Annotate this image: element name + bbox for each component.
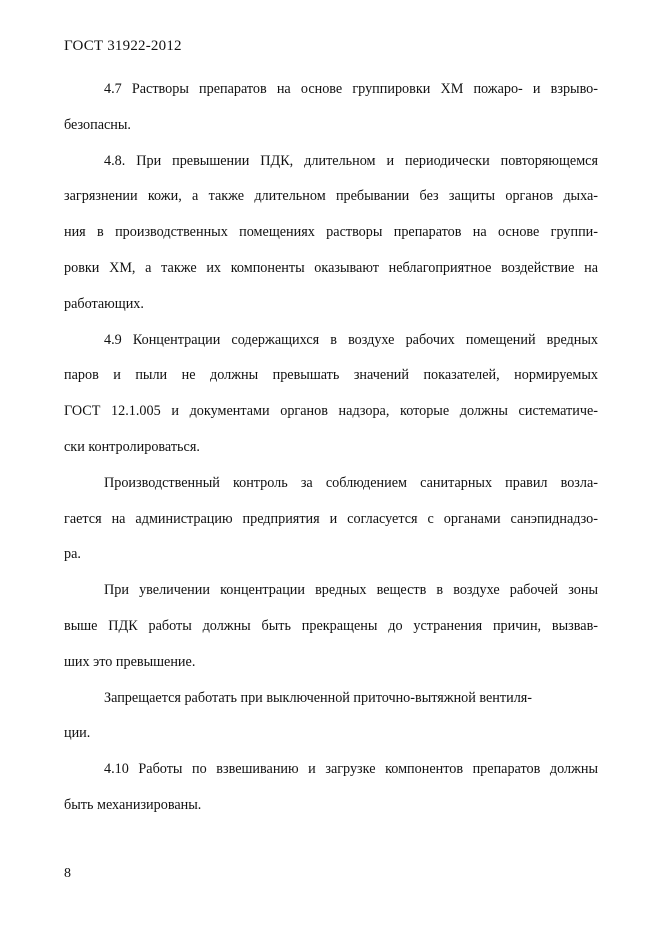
document-header: ГОСТ 31922-2012 bbox=[64, 38, 182, 54]
text-line: 4.7 Растворы препаратов на основе группировки ХМ пожаро- и взрыво- bbox=[104, 81, 598, 97]
text-line: ции. bbox=[64, 725, 91, 742]
text-line: ровки ХМ, а также их компоненты оказывают неблагоприятное воздействие на bbox=[64, 259, 598, 276]
page-number: 8 bbox=[64, 866, 71, 881]
paragraph-4-8 bbox=[64, 144, 598, 323]
text-line: ния в производственных помещениях растворы препаратов на основе группи- bbox=[64, 224, 598, 241]
text-line: ших это превышение. bbox=[64, 653, 196, 670]
text-line: загрязнении кожи, а также длительном пребывании без защиты органов дыха- bbox=[64, 188, 598, 205]
text-line: ски контролироваться. bbox=[64, 438, 200, 455]
paragraph-production-control bbox=[64, 466, 598, 573]
text-line: работающих. bbox=[64, 295, 144, 312]
text-line: Запрещается работать при выключенной приточно-вытяжной вентиля- bbox=[104, 689, 533, 706]
text-line: безопасны. bbox=[64, 116, 131, 133]
text-line: паров и пыли не должны превышать значений показателей, нормируемых bbox=[64, 367, 598, 384]
paragraph-4-10 bbox=[64, 752, 598, 824]
text-line: При увеличении концентрации вредных веществ в воздухе рабочей зоны bbox=[104, 582, 598, 599]
text-line: ГОСТ 12.1.005 и документами органов надзора, которые должны систематиче- bbox=[64, 403, 598, 420]
text-line: 4.8. При превышении ПДК, длительном и периодически повторяющемся bbox=[104, 152, 598, 169]
text-line: ра. bbox=[64, 546, 81, 563]
text-line: гается на администрацию предприятия и согласуется с органами санэпиднадзо- bbox=[64, 510, 598, 527]
paragraph-4-9 bbox=[64, 323, 598, 466]
text-line: быть механизированы. bbox=[64, 796, 202, 813]
paragraph-4-7 bbox=[64, 72, 598, 144]
text-line: Производственный контроль за соблюдением санитарных правил возла- bbox=[104, 474, 598, 491]
document-body bbox=[64, 72, 598, 824]
text-line: выше ПДК работы должны быть прекращены до устранения причин, вызвав- bbox=[64, 617, 598, 634]
paragraph-concentration-increase bbox=[64, 573, 598, 680]
paragraph-ventilation bbox=[64, 681, 598, 753]
text-line: 4.9 Концентрации содержащихся в воздухе рабочих помещений вредных bbox=[104, 331, 598, 348]
text-line: 4.10 Работы по взвешиванию и загрузке компонентов препаратов должны bbox=[104, 761, 598, 778]
